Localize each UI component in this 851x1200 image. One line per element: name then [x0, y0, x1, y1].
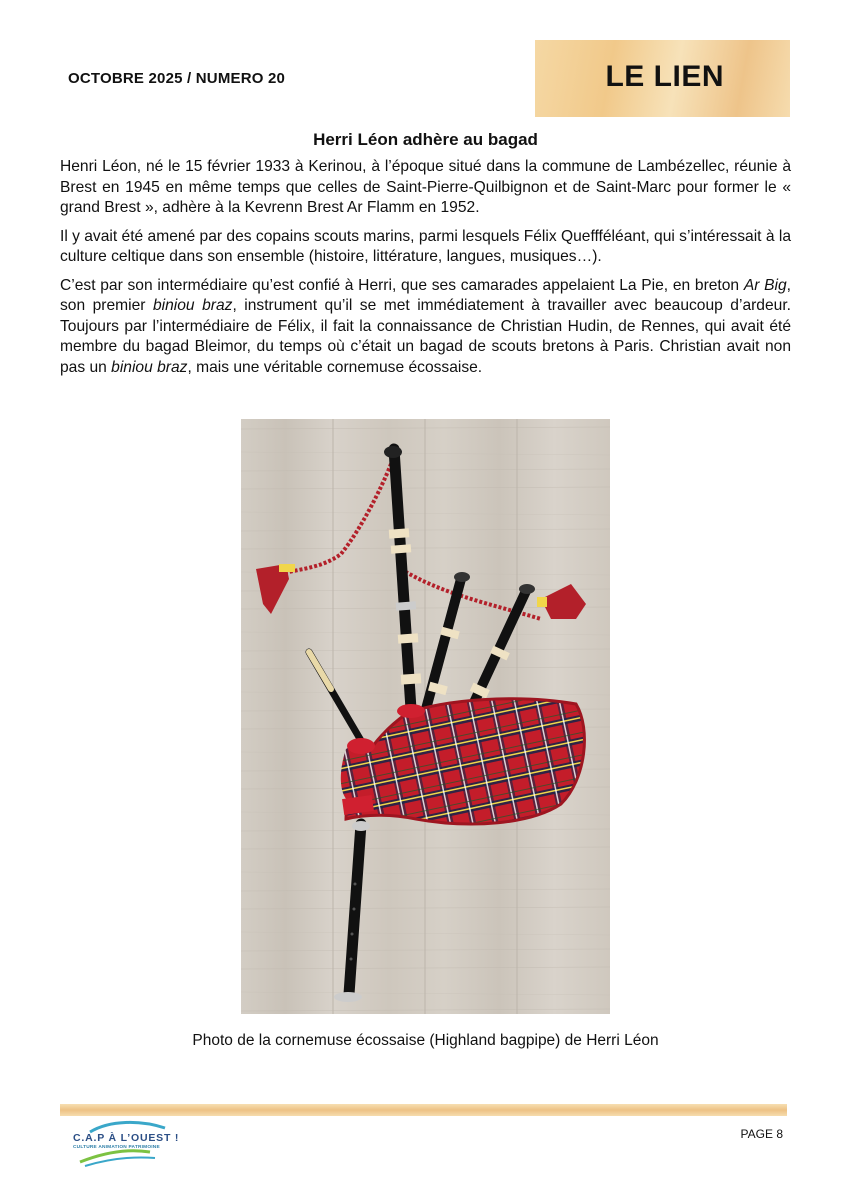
- p3-italic-biniou-2: biniou braz: [111, 358, 188, 376]
- p3-italic-biniou-1: biniou braz: [152, 297, 233, 314]
- p3-text-e: , instrument qu’il se met immédiatement à travailler avec beaucoup d’ardeur. Toujours par l’intermédiaire de Félix, il fait la connaissance de Christian Hudin, de Rennes, qui avait été membre du bagad Bleimor, du temps où c’était un bagad de scouts bretons à Paris. Christian avait non pas un: [60, 297, 791, 376]
- newsletter-title: LE LIEN: [605, 60, 724, 93]
- p3-text-a: C’est par son intermédiaire qu’est confié à Herri, que ses camarades appelaient La Pie, en breton: [60, 276, 744, 294]
- paragraph-3: [60, 276, 791, 379]
- paragraph-1: Henri Léon, né le 15 février 1933 à Kerinou, à l’époque situé dans la commune de Lambézellec, réunie à Brest en 1945 en même temps que celles de Saint-Pierre-Quilbignon et de Saint-Marc pour former le « grand Brest », adhère à la Kevrenn Brest Ar Flamm en 1952.: [60, 158, 791, 216]
- logo-subtitle: CULTURE ANIMATION PATRIMOINE: [73, 1145, 160, 1150]
- p3-text-g: , mais une véritable cornemuse écossaise.: [187, 358, 483, 376]
- newsletter-brand-banner: [535, 40, 790, 117]
- p3-italic-ar-big: Ar Big: [743, 276, 787, 294]
- issue-label: OCTOBRE 2025 / NUMERO 20: [68, 70, 286, 87]
- logo-title: C.A.P À L’OUEST !: [73, 1132, 180, 1144]
- bagpipe-photo: [241, 419, 610, 1014]
- article-body: [60, 157, 791, 386]
- bagpipe-illustration: [241, 419, 610, 1014]
- paragraph-2: Il y avait été amené par des copains scouts marins, parmi lesquels Félix Queffféléant, qui s’intéressait à la culture celtique dans son ensemble (histoire, littérature, langues, musiques…).: [60, 227, 791, 265]
- logo-swoosh-icon: [70, 1118, 180, 1170]
- photo-caption: Photo de la cornemuse écossaise (Highland bagpipe) de Herri Léon: [192, 1032, 659, 1049]
- article-title: Herri Léon adhère au bagad: [313, 130, 538, 149]
- p3-text-c: , son premier: [60, 276, 791, 314]
- cap-a-louest-logo: [70, 1118, 180, 1170]
- page-number: PAGE 8: [740, 1127, 783, 1141]
- footer-divider: [60, 1104, 787, 1116]
